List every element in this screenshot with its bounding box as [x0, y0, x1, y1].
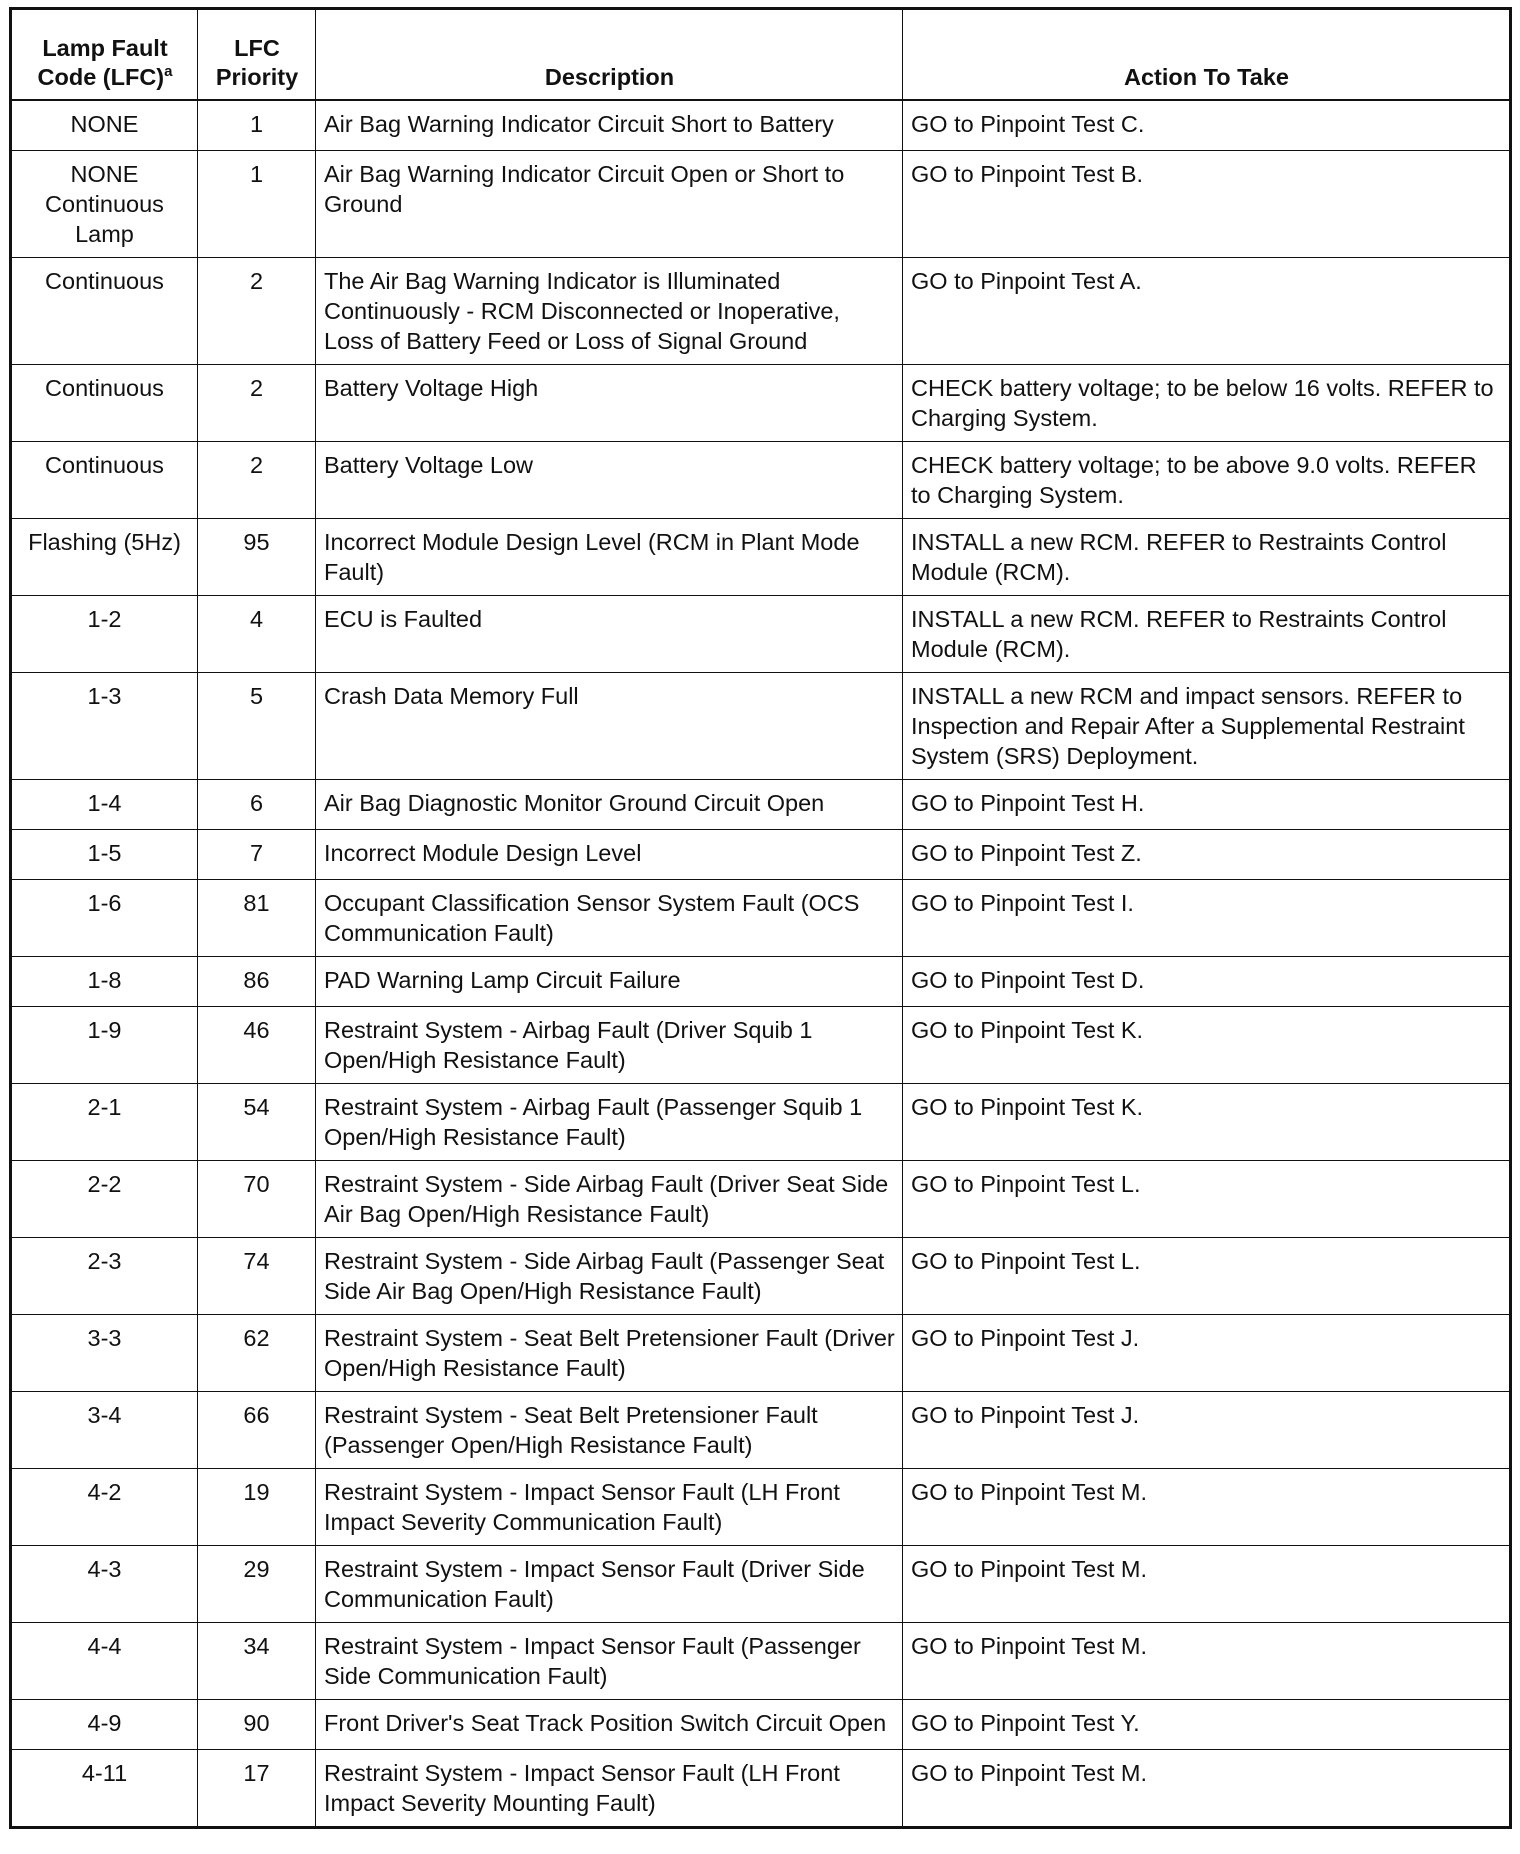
priority-cell: 70 — [198, 1161, 316, 1238]
fault-code-cell: 1-9 — [11, 1007, 198, 1084]
action-cell: GO to Pinpoint Test L. — [903, 1238, 1511, 1315]
table-row — [11, 1750, 1511, 1828]
table-row — [11, 1392, 1511, 1469]
header-lfc-priority-line2: Priority — [215, 64, 299, 90]
priority-cell: 17 — [198, 1750, 316, 1828]
description-cell: Restraint System - Impact Sensor Fault (LH Front Impact Severity Mounting Fault) — [316, 1750, 903, 1828]
description-cell: Air Bag Warning Indicator Circuit Short to Battery — [316, 100, 903, 151]
lamp-fault-code-table — [9, 7, 1512, 1829]
fault-code-cell: Flashing (5Hz) — [11, 519, 198, 596]
description-cell: Air Bag Diagnostic Monitor Ground Circuit Open — [316, 780, 903, 830]
action-cell: GO to Pinpoint Test B. — [903, 151, 1511, 258]
priority-cell: 2 — [198, 365, 316, 442]
lamp-fault-code-document — [9, 7, 1512, 1829]
fault-code-cell: NONE — [11, 100, 198, 151]
description-cell: Battery Voltage High — [316, 365, 903, 442]
priority-cell: 29 — [198, 1546, 316, 1623]
action-cell: GO to Pinpoint Test K. — [903, 1007, 1511, 1084]
fault-code-cell: NONE Continuous Lamp — [11, 151, 198, 258]
priority-cell: 19 — [198, 1469, 316, 1546]
description-cell: Restraint System - Seat Belt Pretensioner Fault (Driver Open/High Resistance Fault) — [316, 1315, 903, 1392]
table-row — [11, 1469, 1511, 1546]
table-row — [11, 151, 1511, 258]
table-row — [11, 1623, 1511, 1700]
priority-cell: 86 — [198, 957, 316, 1007]
priority-cell: 74 — [198, 1238, 316, 1315]
description-cell: PAD Warning Lamp Circuit Failure — [316, 957, 903, 1007]
description-cell: Restraint System - Impact Sensor Fault (Passenger Side Communication Fault) — [316, 1623, 903, 1700]
table-body — [11, 100, 1511, 1828]
action-cell: INSTALL a new RCM and impact sensors. REFER to Inspection and Repair After a Supplemental Restraint System (SRS) Deployment. — [903, 673, 1511, 780]
fault-code-cell: 4-9 — [11, 1700, 198, 1750]
header-action-to-take: Action To Take — [903, 9, 1511, 101]
action-cell: GO to Pinpoint Test J. — [903, 1315, 1511, 1392]
action-cell: GO to Pinpoint Test D. — [903, 957, 1511, 1007]
description-cell: Restraint System - Seat Belt Pretensioner Fault (Passenger Open/High Resistance Fault) — [316, 1392, 903, 1469]
table-row — [11, 1084, 1511, 1161]
description-cell: Air Bag Warning Indicator Circuit Open or Short to Ground — [316, 151, 903, 258]
priority-cell: 7 — [198, 830, 316, 880]
action-cell: GO to Pinpoint Test M. — [903, 1469, 1511, 1546]
action-cell: GO to Pinpoint Test H. — [903, 780, 1511, 830]
fault-code-cell: 4-2 — [11, 1469, 198, 1546]
description-cell: Crash Data Memory Full — [316, 673, 903, 780]
description-cell: Front Driver's Seat Track Position Switch Circuit Open — [316, 1700, 903, 1750]
description-cell: Occupant Classification Sensor System Fault (OCS Communication Fault) — [316, 880, 903, 957]
priority-cell: 95 — [198, 519, 316, 596]
priority-cell: 1 — [198, 151, 316, 258]
description-cell: Restraint System - Side Airbag Fault (Driver Seat Side Air Bag Open/High Resistance Fault) — [316, 1161, 903, 1238]
fault-code-cell: 1-5 — [11, 830, 198, 880]
table-row — [11, 1161, 1511, 1238]
description-cell: Incorrect Module Design Level (RCM in Plant Mode Fault) — [316, 519, 903, 596]
priority-cell: 4 — [198, 596, 316, 673]
table-row — [11, 880, 1511, 957]
priority-cell: 1 — [198, 100, 316, 151]
fault-code-cell: 1-2 — [11, 596, 198, 673]
description-cell: Battery Voltage Low — [316, 442, 903, 519]
fault-code-cell: Continuous — [11, 442, 198, 519]
action-cell: GO to Pinpoint Test M. — [903, 1750, 1511, 1828]
action-cell: INSTALL a new RCM. REFER to Restraints Control Module (RCM). — [903, 596, 1511, 673]
fault-code-cell: 1-6 — [11, 880, 198, 957]
description-cell: Restraint System - Airbag Fault (Passenger Squib 1 Open/High Resistance Fault) — [316, 1084, 903, 1161]
table-row — [11, 780, 1511, 830]
table-header-row — [11, 9, 1511, 101]
table-row — [11, 673, 1511, 780]
action-cell: GO to Pinpoint Test Z. — [903, 830, 1511, 880]
fault-code-cell: Continuous — [11, 258, 198, 365]
fault-code-cell: 1-3 — [11, 673, 198, 780]
priority-cell: 81 — [198, 880, 316, 957]
priority-cell: 2 — [198, 258, 316, 365]
priority-cell: 90 — [198, 1700, 316, 1750]
header-description: Description — [316, 9, 903, 101]
action-cell: GO to Pinpoint Test A. — [903, 258, 1511, 365]
header-lamp-fault-code-line2: Code (LFC) — [37, 64, 165, 90]
fault-code-cell: 4-4 — [11, 1623, 198, 1700]
priority-cell: 46 — [198, 1007, 316, 1084]
action-cell: CHECK battery voltage; to be above 9.0 volts. REFER to Charging System. — [903, 442, 1511, 519]
priority-cell: 5 — [198, 673, 316, 780]
priority-cell: 6 — [198, 780, 316, 830]
footnote-marker: a — [164, 63, 173, 81]
action-cell: GO to Pinpoint Test Y. — [903, 1700, 1511, 1750]
action-cell: GO to Pinpoint Test M. — [903, 1546, 1511, 1623]
action-cell: INSTALL a new RCM. REFER to Restraints Control Module (RCM). — [903, 519, 1511, 596]
table-row — [11, 1546, 1511, 1623]
priority-cell: 54 — [198, 1084, 316, 1161]
table-row — [11, 1238, 1511, 1315]
priority-cell: 2 — [198, 442, 316, 519]
description-cell: Restraint System - Impact Sensor Fault (LH Front Impact Severity Communication Fault) — [316, 1469, 903, 1546]
action-cell: GO to Pinpoint Test C. — [903, 100, 1511, 151]
table-row — [11, 365, 1511, 442]
table-row — [11, 596, 1511, 673]
table-row — [11, 957, 1511, 1007]
table-row — [11, 442, 1511, 519]
action-cell: GO to Pinpoint Test L. — [903, 1161, 1511, 1238]
priority-cell: 62 — [198, 1315, 316, 1392]
description-cell: Restraint System - Airbag Fault (Driver Squib 1 Open/High Resistance Fault) — [316, 1007, 903, 1084]
description-cell: Restraint System - Side Airbag Fault (Passenger Seat Side Air Bag Open/High Resistance Fault) — [316, 1238, 903, 1315]
fault-code-cell: 3-3 — [11, 1315, 198, 1392]
table-row — [11, 830, 1511, 880]
table-row — [11, 1700, 1511, 1750]
header-lfc-priority — [198, 9, 316, 101]
description-cell: Incorrect Module Design Level — [316, 830, 903, 880]
fault-code-cell: 4-3 — [11, 1546, 198, 1623]
fault-code-cell: 2-3 — [11, 1238, 198, 1315]
header-lfc-priority-line1: LFC — [234, 35, 280, 61]
table-row — [11, 258, 1511, 365]
description-cell: The Air Bag Warning Indicator is Illuminated Continuously - RCM Disconnected or Inoperative, Loss of Battery Feed or Loss of Signal Ground — [316, 258, 903, 365]
description-cell: ECU is Faulted — [316, 596, 903, 673]
table-row — [11, 1007, 1511, 1084]
header-lamp-fault-code — [11, 9, 198, 101]
description-cell: Restraint System - Impact Sensor Fault (Driver Side Communication Fault) — [316, 1546, 903, 1623]
action-cell: GO to Pinpoint Test J. — [903, 1392, 1511, 1469]
priority-cell: 66 — [198, 1392, 316, 1469]
fault-code-cell: 4-11 — [11, 1750, 198, 1828]
table-row — [11, 1315, 1511, 1392]
fault-code-cell: Continuous — [11, 365, 198, 442]
fault-code-cell: 3-4 — [11, 1392, 198, 1469]
fault-code-cell: 2-1 — [11, 1084, 198, 1161]
table-row — [11, 519, 1511, 596]
action-cell: GO to Pinpoint Test K. — [903, 1084, 1511, 1161]
fault-code-cell: 2-2 — [11, 1161, 198, 1238]
action-cell: GO to Pinpoint Test M. — [903, 1623, 1511, 1700]
priority-cell: 34 — [198, 1623, 316, 1700]
header-lamp-fault-code-line1: Lamp Fault — [42, 35, 168, 61]
fault-code-cell: 1-8 — [11, 957, 198, 1007]
action-cell: CHECK battery voltage; to be below 16 volts. REFER to Charging System. — [903, 365, 1511, 442]
fault-code-cell: 1-4 — [11, 780, 198, 830]
table-row — [11, 100, 1511, 151]
action-cell: GO to Pinpoint Test I. — [903, 880, 1511, 957]
